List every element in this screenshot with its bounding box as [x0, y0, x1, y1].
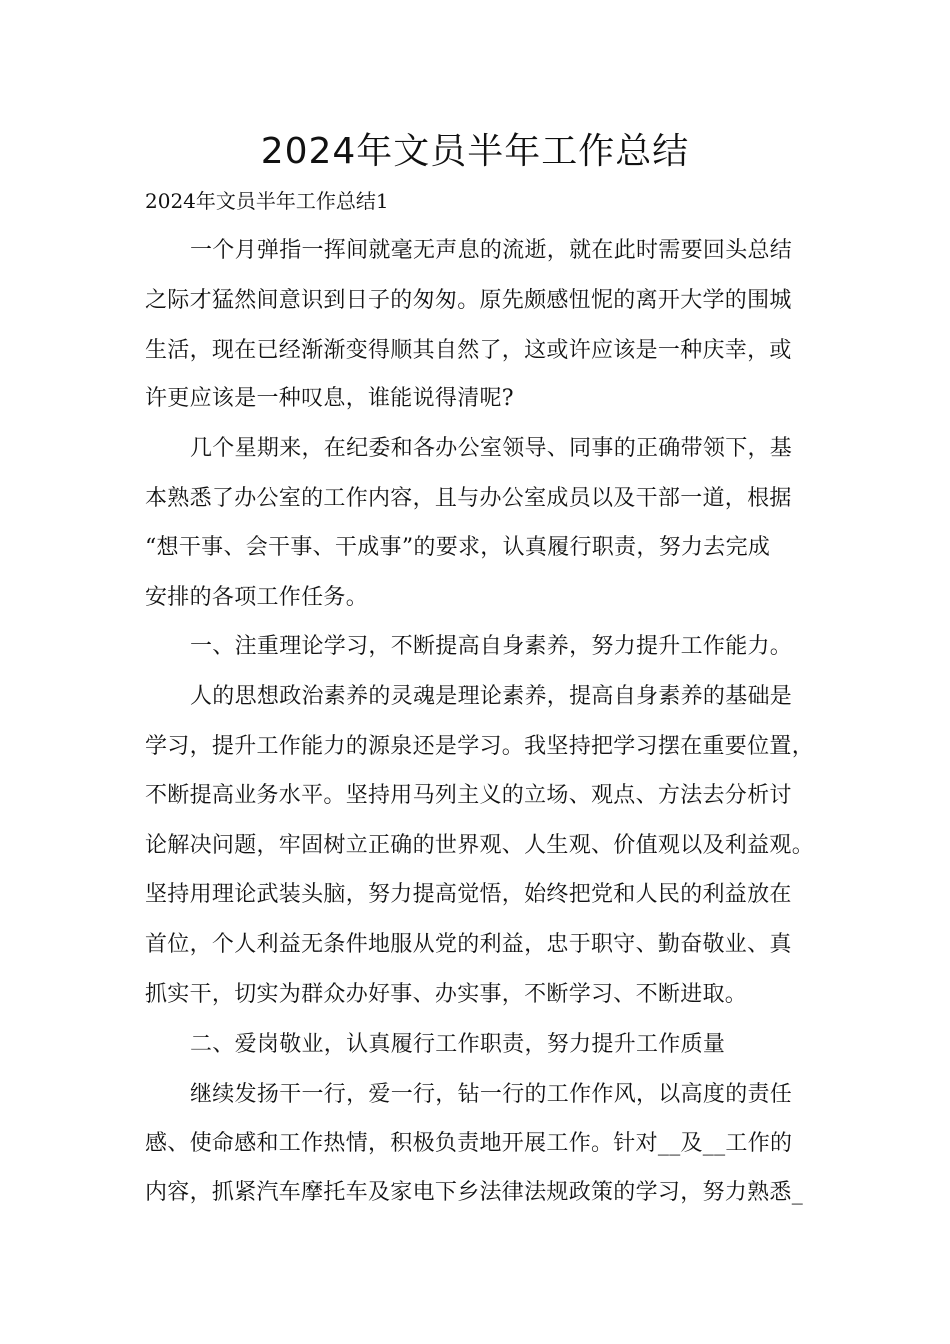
paragraph-line: 抓实干，切实为群众办好事、办实事，不断学习、不断进取。: [145, 982, 748, 1007]
document-subtitle: 2024年文员半年工作总结1: [145, 189, 389, 213]
paragraph-line: 人的思想政治素养的灵魂是理论素养，提高自身素养的基础是: [190, 684, 793, 709]
paragraph-line: 继续发扬干一行，爱一行，钻一行的工作作风，以高度的责任: [190, 1082, 793, 1107]
paragraph-line: 坚持用理论武装头脑，努力提高觉悟，始终把党和人民的利益放在: [145, 882, 792, 907]
paragraph-line: 一个月弹指一挥间就毫无声息的流逝，就在此时需要回头总结: [190, 238, 793, 263]
section-heading: 二、爱岗敬业，认真履行工作职责，努力提升工作质量: [190, 1032, 726, 1057]
section-heading: 一、注重理论学习，不断提高自身素养，努力提升工作能力。: [190, 634, 793, 659]
paragraph-line: 本熟悉了办公室的工作内容，且与办公室成员以及干部一道，根据: [145, 486, 792, 511]
paragraph-line: 几个星期来，在纪委和各办公室领导、同事的正确带领下，基: [190, 436, 793, 461]
paragraph-line: 生活，现在已经渐渐变得顺其自然了，这或许应该是一种庆幸，或: [145, 338, 792, 363]
paragraph-line: 许更应该是一种叹息，谁能说得清呢?: [145, 386, 514, 411]
document-title: 2024年文员半年工作总结: [260, 131, 690, 172]
paragraph-line: 学习，提升工作能力的源泉还是学习。我坚持把学习摆在重要位置，: [145, 734, 815, 759]
paragraph-line: 不断提高业务水平。坚持用马列主义的立场、观点、方法去分析讨: [145, 783, 792, 808]
paragraph-line: 论解决问题，牢固树立正确的世界观、人生观、价值观以及利益观。: [145, 833, 815, 858]
paragraph-line: 安排的各项工作任务。: [145, 585, 369, 610]
paragraph-line: 之际才猛然间意识到日子的匆匆。原先颇感忸怩的离开大学的围城: [145, 288, 792, 313]
paragraph-line: 内容，抓紧汽车摩托车及家电下乡法律法规政策的学习，努力熟悉_: [145, 1180, 804, 1205]
paragraph-line: 首位，个人利益无条件地服从党的利益，忠于职守、勤奋敬业、真: [145, 932, 792, 957]
paragraph-line: “想干事、会干事、干成事”的要求，认真履行职责，努力去完成: [145, 535, 771, 560]
paragraph-line: 感、使命感和工作热情，积极负责地开展工作。针对__及__工作的: [145, 1131, 793, 1156]
